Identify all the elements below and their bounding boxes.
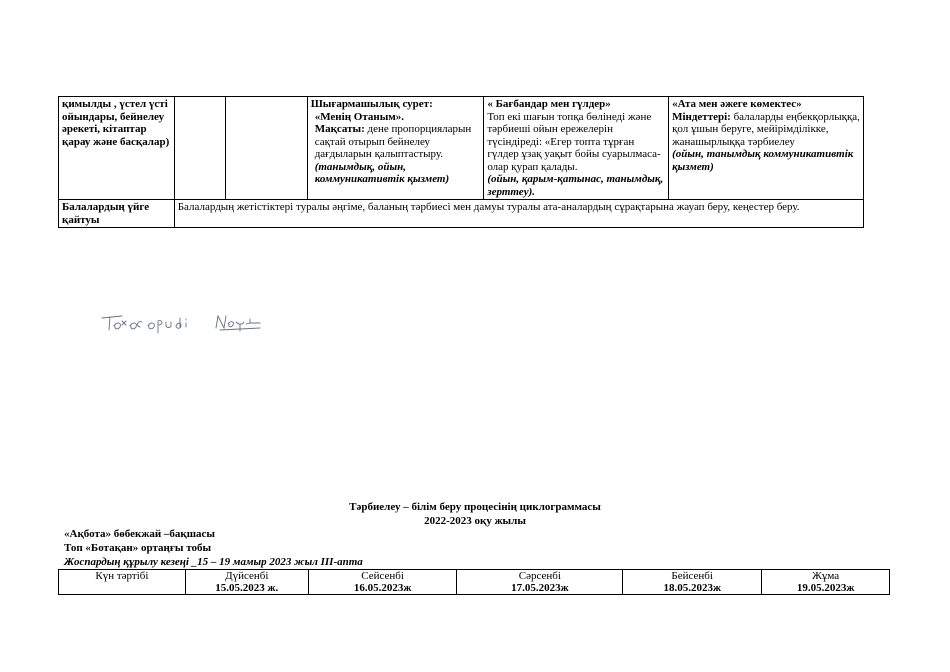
group-name: Топ «Ботақан» ортаңғы тобы: [64, 542, 212, 554]
activity-types-text: қимылды , үстел үсті ойындары, бейнелеу әрекеті, кітаптар қарау және басқалар): [62, 98, 170, 148]
signature-image: [100, 308, 280, 338]
cell-gardeners-game: [484, 97, 669, 200]
document-title: Тәрбиелеу – білім беру процесінің циклограммасы: [349, 501, 601, 513]
gardeners-text: Топ екі шағын топқа бөлінеді және тәрбиеші ойын ережелерін түсіндіреді: «Егер топта тұрған гүлдер ұзақ уақыт бойы суарылмаса-олар қурап қалады.: [487, 110, 661, 173]
schedule-label-cell: [59, 570, 186, 595]
day-column: [185, 570, 308, 595]
activities-table: [58, 96, 864, 228]
goal-label: Мақсаты:: [314, 123, 365, 135]
tasks-text: балаларды еңбекқорлыққа, қол ұшын беруге, мейірімділікке, жанашырлыққа тәрбиелеу: [672, 110, 860, 148]
day-name: Сейсенбі: [361, 570, 404, 582]
creative-drawing-subtitle: «Менің Отаным».: [314, 110, 405, 123]
academic-year: 2022-2023 оқу жылы: [424, 515, 526, 527]
day-name: Сәрсенбі: [518, 570, 561, 582]
day-column: [308, 570, 457, 595]
day-date: 15.05.2023 ж.: [215, 582, 279, 594]
table-row: [59, 97, 864, 200]
day-date: 19.05.2023ж: [796, 582, 855, 594]
cell-help-grandparents: [669, 97, 864, 200]
creative-drawing-title: Шығармашылық сурет:: [310, 98, 433, 110]
cell-empty-2: [226, 97, 307, 200]
day-name: Дүйсенбі: [225, 570, 269, 582]
going-home-text: Балалардың жетістіктері туралы әңгіме, баланың тәрбиесі мен дамуы туралы ата-аналардың сұрақтарына жауап беру, кеңестер беру.: [177, 201, 800, 213]
goal-text: дене пропорцияларын сақтай отырып бейнелеу дағдыларын қалыптастыру.: [314, 123, 472, 160]
tasks-label: Міндеттері:: [672, 110, 731, 123]
gardeners-title: « Бағбандар мен гүлдер»: [487, 98, 611, 110]
cell-activity-types: [59, 97, 175, 200]
day-name: Бейсенбі: [671, 570, 713, 582]
table-row: [59, 570, 890, 595]
going-home-label: Балалардың үйге қайтуы: [62, 201, 150, 226]
day-column: [762, 570, 890, 595]
cell-creative-drawing: [307, 97, 484, 200]
schedule-label: Күн тәртібі: [95, 570, 149, 582]
cell-going-home-label: [59, 200, 175, 228]
day-name: Жұма: [811, 570, 840, 582]
day-date: 18.05.2023ж: [663, 582, 721, 594]
table-row: [59, 200, 864, 228]
creative-drawing-goal: [311, 123, 481, 161]
gardeners-activities: (ойын, қарым-қатынас, танымдық, зерттеу).: [487, 173, 664, 198]
day-date: 16.05.2023ж: [353, 582, 412, 594]
planning-period: Жоспардың құрылу кезеңі _15 – 19 мамыр 2023 жыл ІІІ-апта: [64, 556, 363, 568]
day-date: 17.05.2023ж: [511, 582, 569, 594]
weekly-schedule-header: [58, 569, 890, 595]
help-grandparents-activities: (ойын, танымдық коммуникативтік қызмет): [672, 148, 854, 173]
day-column: [457, 570, 623, 595]
creative-drawing-activities: (танымдық, ойын, коммуникативтік қызмет): [314, 160, 450, 185]
day-column: [623, 570, 762, 595]
cell-empty-1: [174, 97, 226, 200]
help-grandparents-title: «Ата мен әжеге көмектес»: [672, 98, 802, 110]
cell-going-home-text: [174, 200, 863, 228]
help-grandparents-tasks: [672, 111, 860, 149]
kindergarten-name: «Ақбота» бөбекжай –бақшасы: [64, 528, 216, 540]
